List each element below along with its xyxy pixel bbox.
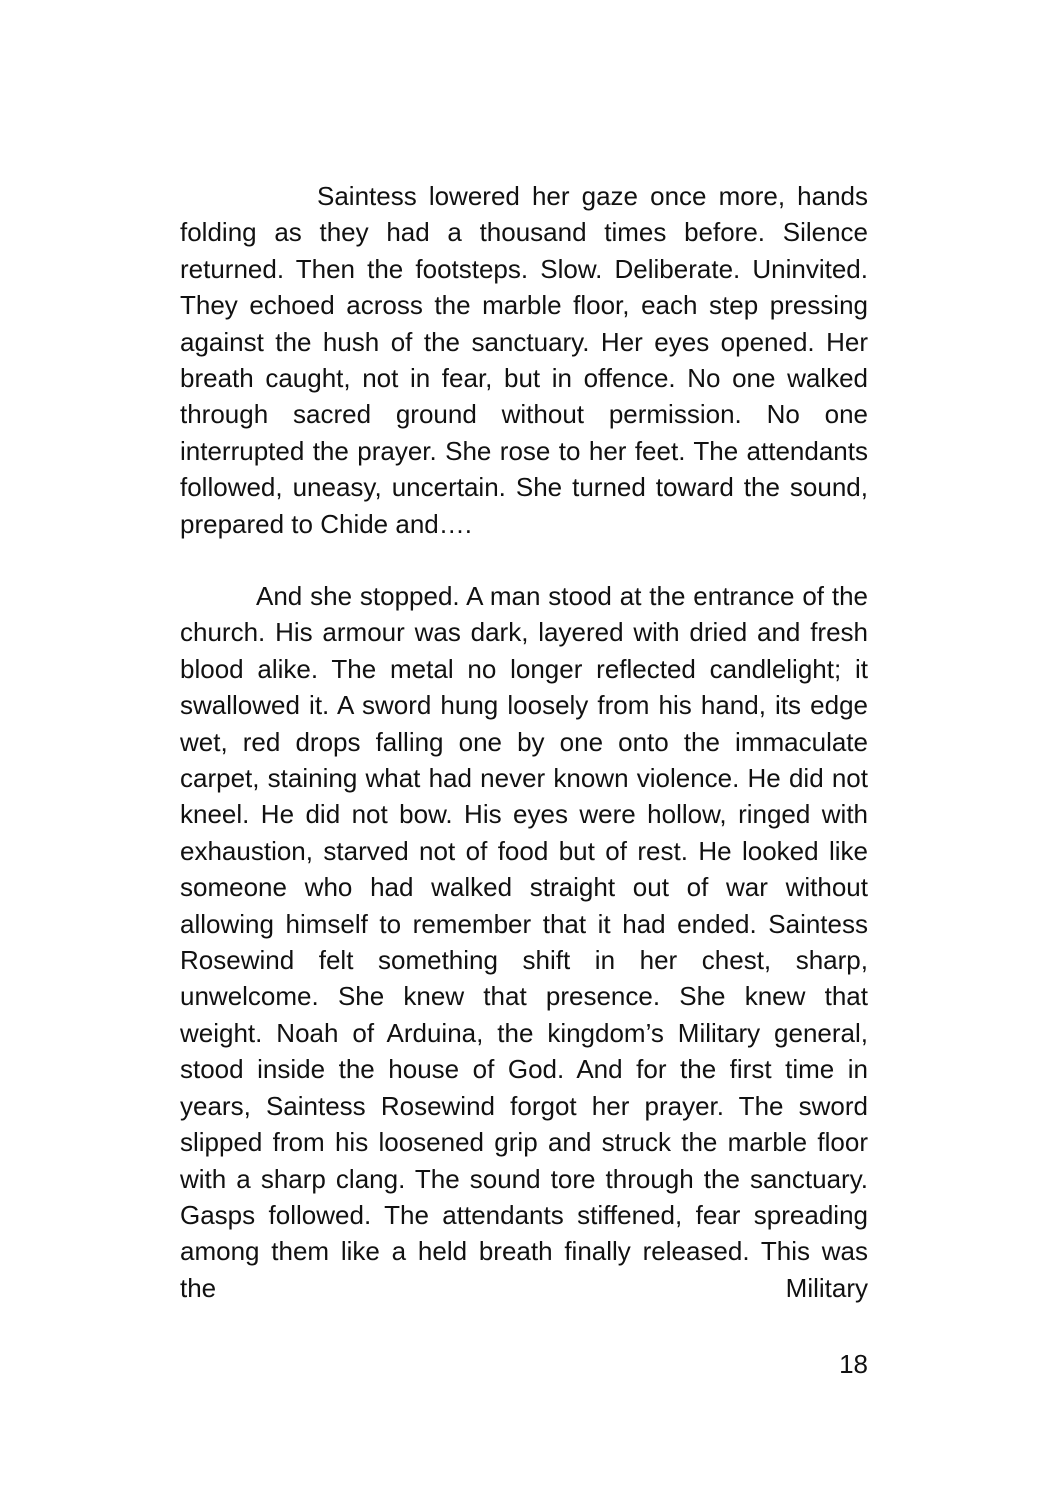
- paragraph-1: Saintess lowered her gaze once more, hands folding as they had a thousand times before. Silence returned. Then the footsteps. Slow. Deliberate. Uninvited. They echoed across the marble floor, each step pressing against the hush of the sanctuary. Her eyes opened. Her breath caught, not in fear, but in offence. No one walked through sacred ground without permission. No one interrupted the prayer. She rose to her feet. The attendants followed, uneasy, uncertain. She turned toward the sound, prepared to Chide and….: [180, 181, 868, 539]
- page-number: 18: [839, 1349, 868, 1379]
- paragraph-2: And she stopped. A man stood at the entrance of the church. His armour was dark, layered with dried and fresh blood alike. The metal no longer reflected candlelight; it swallowed it. A sword hung loosely from his hand, its edge wet, red drops falling one by one onto the immaculate carpet, staining what had never known violence. He did not kneel. He did not bow. His eyes were hollow, ringed with exhaustion, starved not of food but of rest. He looked like someone who had walked straight out of war without allowing himself to remember that it had ended. Saintess Rosewind felt something shift in her chest, sharp, unwelcome. She knew that presence. She knew that weight. Noah of Arduina, the kingdom’s Military general, stood inside the house of God. And for the first time in years, Saintess Rosewind forgot her prayer. The sword slipped from his loosened grip and struck the marble floor with a sharp clang. The sound tore through the sanctuary. Gasps followed. The attendants stiffened, fear spreading among them like a held breath finally released. This was the Military: [180, 581, 868, 1303]
